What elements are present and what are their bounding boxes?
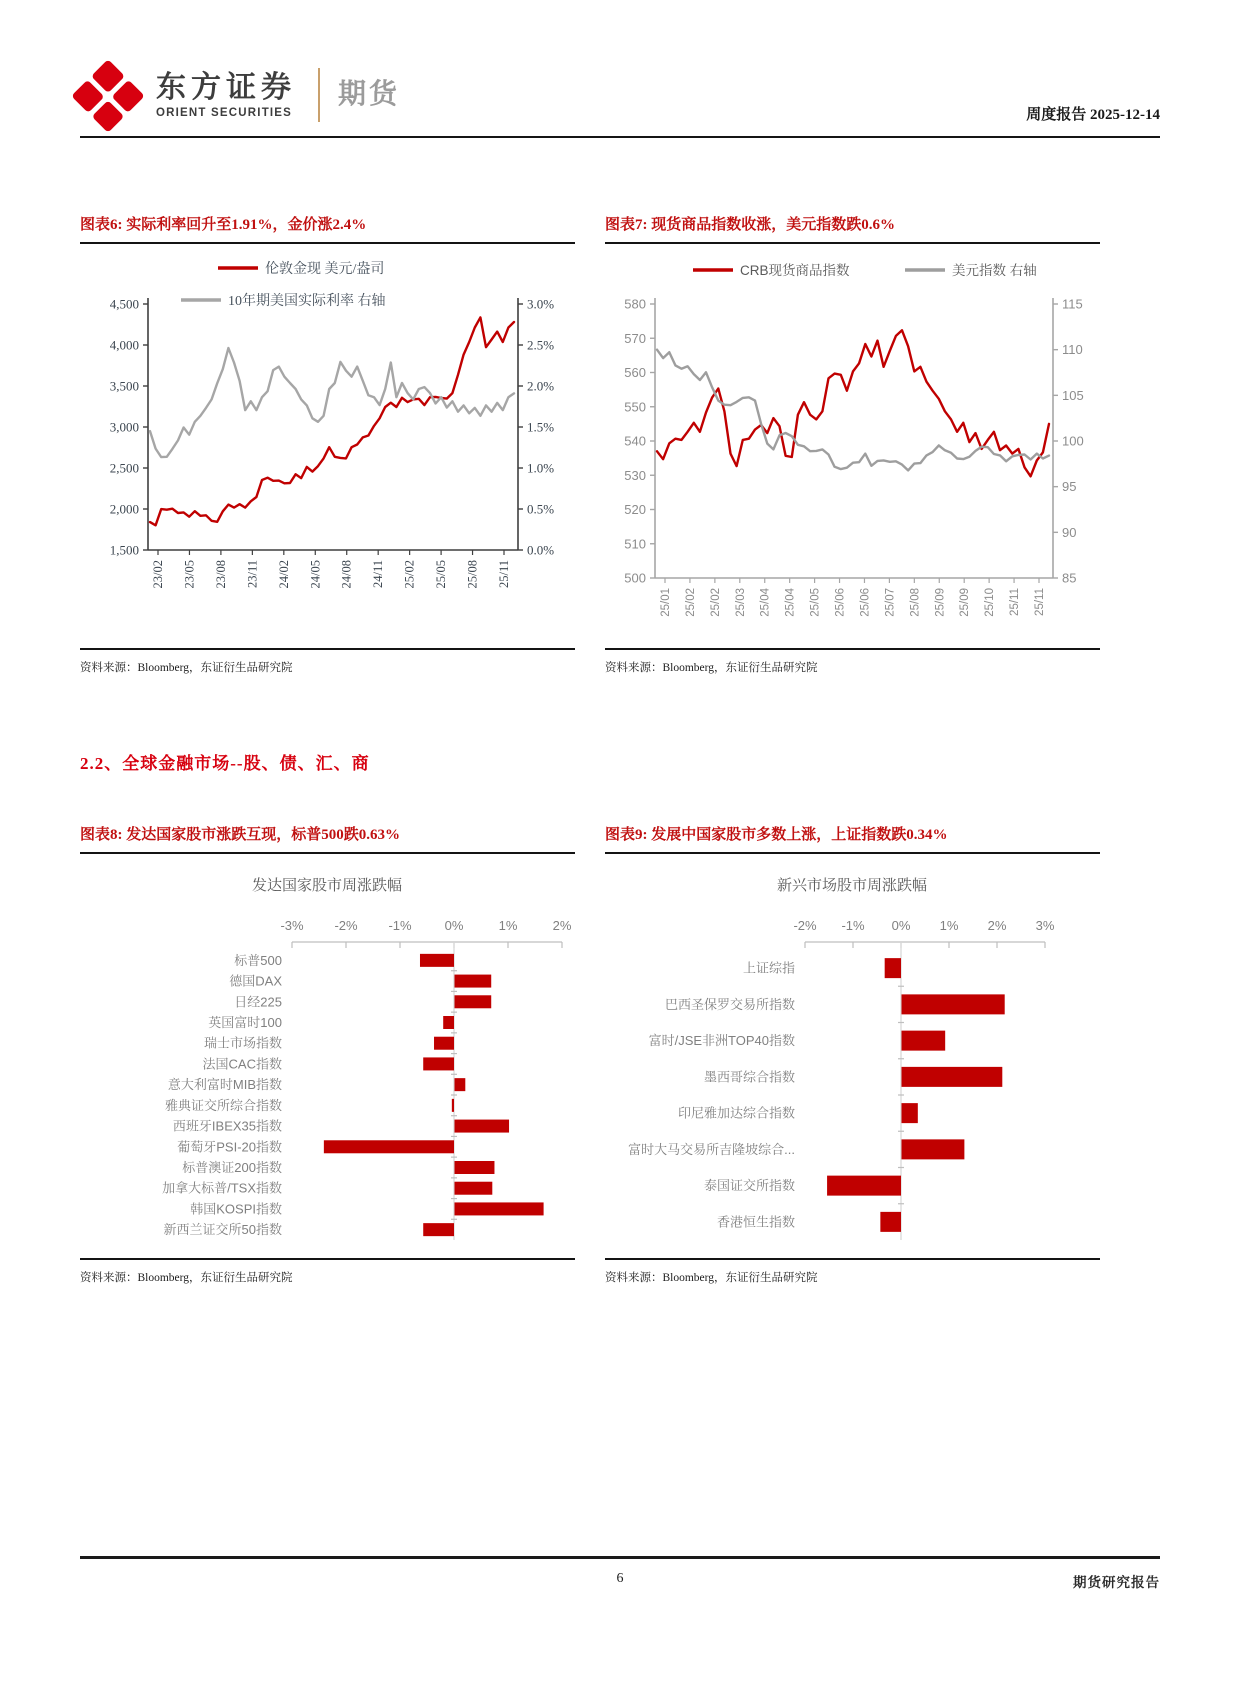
- svg-text:4,000: 4,000: [109, 337, 139, 353]
- svg-text:25/05: 25/05: [809, 587, 822, 617]
- section-heading: 2.2、全球金融市场--股、债、汇、商: [80, 753, 370, 773]
- svg-text:印尼雅加达综合指数: 印尼雅加达综合指数: [677, 1105, 795, 1121]
- developed-markets-bar-chart: [80, 858, 575, 1258]
- svg-text:24/08: 24/08: [339, 559, 354, 589]
- svg-text:23/08: 23/08: [213, 559, 228, 589]
- svg-text:2,000: 2,000: [109, 501, 139, 517]
- svg-text:25/02: 25/02: [402, 559, 417, 589]
- page-footer: [80, 1556, 1160, 1602]
- brand-block: [80, 64, 400, 126]
- svg-text:-2%: -2%: [334, 917, 358, 933]
- svg-text:3.0%: 3.0%: [527, 296, 555, 312]
- svg-text:香港恒生指数: 香港恒生指数: [716, 1213, 795, 1229]
- svg-text:4,500: 4,500: [109, 296, 139, 312]
- figure-6-body: [80, 244, 575, 650]
- svg-text:23/11: 23/11: [245, 559, 260, 588]
- report-content: [80, 0, 1160, 1285]
- svg-text:标普500: 标普500: [234, 952, 282, 968]
- svg-text:24/11: 24/11: [371, 559, 386, 588]
- svg-text:法国CAC指数: 法国CAC指数: [202, 1055, 282, 1071]
- svg-text:25/11: 25/11: [497, 559, 511, 588]
- svg-text:100: 100: [1062, 433, 1084, 449]
- svg-text:美元指数 右轴: 美元指数 右轴: [952, 262, 1037, 278]
- svg-text:1,500: 1,500: [109, 542, 139, 558]
- svg-text:25/01: 25/01: [660, 587, 672, 617]
- svg-text:加拿大标普/TSX指数: 加拿大标普/TSX指数: [162, 1180, 282, 1196]
- svg-text:德国DAX: 德国DAX: [229, 973, 282, 989]
- svg-text:-2%: -2%: [793, 917, 817, 933]
- svg-text:25/11: 25/11: [1009, 587, 1022, 616]
- svg-text:新西兰证交所50指数: 新西兰证交所50指数: [163, 1221, 282, 1237]
- crb-vs-dollar-line-chart: [605, 248, 1100, 648]
- svg-text:25/02: 25/02: [684, 587, 697, 617]
- svg-text:标普澳证200指数: 标普澳证200指数: [182, 1159, 282, 1175]
- svg-text:510: 510: [624, 536, 646, 551]
- svg-text:25/05: 25/05: [434, 559, 449, 589]
- svg-text:2.5%: 2.5%: [527, 337, 555, 353]
- svg-text:富时大马交易所吉隆坡综合...: 富时大马交易所吉隆坡综合...: [628, 1141, 795, 1157]
- brand-name-cn: 东方证券: [156, 71, 296, 104]
- svg-text:意大利富时MIB指数: 意大利富时MIB指数: [167, 1076, 282, 1092]
- svg-text:葡萄牙PSI-20指数: 葡萄牙PSI-20指数: [177, 1138, 282, 1154]
- svg-text:570: 570: [624, 330, 646, 346]
- svg-text:发达国家股市周涨跌幅: 发达国家股市周涨跌幅: [251, 876, 403, 894]
- svg-text:1.0%: 1.0%: [527, 460, 555, 476]
- svg-text:-1%: -1%: [841, 917, 865, 933]
- svg-text:85: 85: [1062, 570, 1077, 586]
- brand-name-en: ORIENT SECURITIES: [156, 107, 293, 119]
- svg-text:3,000: 3,000: [109, 419, 139, 435]
- svg-text:0.0%: 0.0%: [527, 542, 555, 558]
- svg-text:25/02: 25/02: [709, 587, 722, 617]
- figure-9-source: 资料来源：Bloomberg，东证衍生品研究院: [605, 1271, 818, 1284]
- report-type-and-date: 周度报告 2025-12-14: [1026, 107, 1160, 123]
- svg-text:泰国证交所指数: 泰国证交所指数: [703, 1177, 795, 1193]
- svg-text:560: 560: [624, 364, 646, 380]
- emerging-markets-bar-chart: [605, 858, 1100, 1258]
- svg-text:90: 90: [1062, 524, 1077, 540]
- svg-text:西班牙IBEX35指数: 西班牙IBEX35指数: [172, 1118, 282, 1134]
- svg-text:上证综指: 上证综指: [742, 960, 795, 976]
- svg-text:0%: 0%: [891, 917, 911, 933]
- svg-text:550: 550: [624, 399, 646, 414]
- figure-7-body: [605, 244, 1100, 650]
- svg-text:24/05: 24/05: [308, 559, 323, 589]
- footer-report-label: 期货研究报告: [1073, 1575, 1160, 1590]
- figure-9: [605, 826, 1100, 1285]
- svg-text:25/10: 25/10: [984, 587, 997, 617]
- svg-text:巴西圣保罗交易所指数: 巴西圣保罗交易所指数: [664, 996, 795, 1012]
- svg-text:25/09: 25/09: [959, 587, 972, 617]
- svg-text:25/09: 25/09: [934, 587, 947, 617]
- logo-diamond: [112, 79, 145, 112]
- svg-text:25/03: 25/03: [734, 587, 747, 617]
- svg-text:1%: 1%: [939, 917, 959, 933]
- figure-8-title: 图表8: 发达国家股市涨跌互现，标普500跌0.63%: [80, 826, 575, 854]
- svg-text:新兴市场股市周涨跌幅: 新兴市场股市周涨跌幅: [776, 876, 928, 894]
- svg-text:500: 500: [624, 570, 646, 586]
- svg-text:25/06: 25/06: [859, 587, 872, 617]
- svg-text:2,500: 2,500: [109, 460, 139, 476]
- figure-9-body: [605, 854, 1100, 1260]
- svg-text:110: 110: [1062, 341, 1083, 357]
- svg-text:10年期美国实际利率 右轴: 10年期美国实际利率 右轴: [228, 293, 386, 309]
- figure-row-2: [80, 826, 1160, 1285]
- svg-text:3%: 3%: [1035, 917, 1055, 933]
- svg-text:23/02: 23/02: [151, 559, 165, 589]
- figure-7-title: 图表7: 现货商品指数收涨，美元指数跌0.6%: [605, 216, 1100, 244]
- svg-text:1%: 1%: [498, 917, 518, 933]
- figure-8-body: [80, 854, 575, 1260]
- svg-text:1.5%: 1.5%: [527, 419, 555, 435]
- svg-text:530: 530: [624, 467, 646, 483]
- svg-text:2%: 2%: [987, 917, 1007, 933]
- figure-6-source: 资料来源：Bloomberg，东证衍生品研究院: [80, 661, 293, 674]
- figure-7-source: 资料来源：Bloomberg，东证衍生品研究院: [605, 661, 818, 674]
- svg-text:-3%: -3%: [280, 917, 304, 933]
- brand-text: [156, 71, 296, 119]
- svg-text:95: 95: [1062, 478, 1077, 494]
- svg-text:23/05: 23/05: [182, 559, 197, 589]
- svg-text:日经225: 日经225: [234, 993, 282, 1009]
- division-label: 期货: [338, 78, 401, 109]
- svg-text:25/06: 25/06: [834, 587, 847, 617]
- figure-7: [605, 216, 1100, 675]
- svg-text:520: 520: [624, 501, 646, 517]
- svg-text:24/02: 24/02: [276, 559, 291, 589]
- svg-text:2%: 2%: [552, 917, 572, 933]
- svg-text:瑞士市场指数: 瑞士市场指数: [203, 1035, 282, 1051]
- svg-text:韩国KOSPI指数: 韩国KOSPI指数: [190, 1200, 282, 1216]
- svg-text:540: 540: [624, 433, 646, 449]
- svg-text:墨西哥综合指数: 墨西哥综合指数: [703, 1068, 795, 1084]
- svg-text:25/04: 25/04: [759, 587, 772, 617]
- svg-text:115: 115: [1062, 296, 1083, 312]
- svg-text:-1%: -1%: [388, 917, 412, 933]
- svg-text:英国富时100: 英国富时100: [208, 1014, 282, 1030]
- svg-text:580: 580: [624, 296, 646, 312]
- svg-text:25/08: 25/08: [909, 587, 922, 617]
- orient-securities-logo-icon: [71, 59, 145, 133]
- page-number: 6: [616, 1571, 624, 1586]
- svg-text:富时/JSE非洲TOP40指数: 富时/JSE非洲TOP40指数: [648, 1032, 795, 1048]
- svg-text:雅典证交所综合指数: 雅典证交所综合指数: [164, 1097, 282, 1113]
- svg-text:25/04: 25/04: [784, 587, 797, 617]
- figure-8: [80, 826, 575, 1285]
- gold-vs-real-rate-line-chart: [80, 248, 575, 648]
- brand-divider: [318, 68, 320, 122]
- svg-text:105: 105: [1062, 387, 1084, 403]
- svg-text:25/11: 25/11: [1034, 587, 1046, 616]
- svg-text:2.0%: 2.0%: [527, 378, 555, 394]
- svg-text:0%: 0%: [444, 917, 464, 933]
- svg-text:25/07: 25/07: [884, 587, 897, 617]
- figure-8-source: 资料来源：Bloomberg，东证衍生品研究院: [80, 1271, 293, 1284]
- svg-text:伦敦金现 美元/盎司: 伦敦金现 美元/盎司: [265, 261, 385, 277]
- figure-6: [80, 216, 575, 675]
- page-header: [80, 0, 1160, 138]
- svg-text:0.5%: 0.5%: [527, 501, 555, 517]
- svg-text:CRB现货商品指数: CRB现货商品指数: [740, 262, 850, 278]
- svg-text:3,500: 3,500: [109, 378, 139, 394]
- svg-text:25/08: 25/08: [465, 559, 480, 589]
- figure-row-1: [80, 216, 1160, 675]
- figure-6-title: 图表6: 实际利率回升至1.91%，金价涨2.4%: [80, 216, 575, 244]
- figure-9-title: 图表9: 发展中国家股市多数上涨，上证指数跌0.34%: [605, 826, 1100, 854]
